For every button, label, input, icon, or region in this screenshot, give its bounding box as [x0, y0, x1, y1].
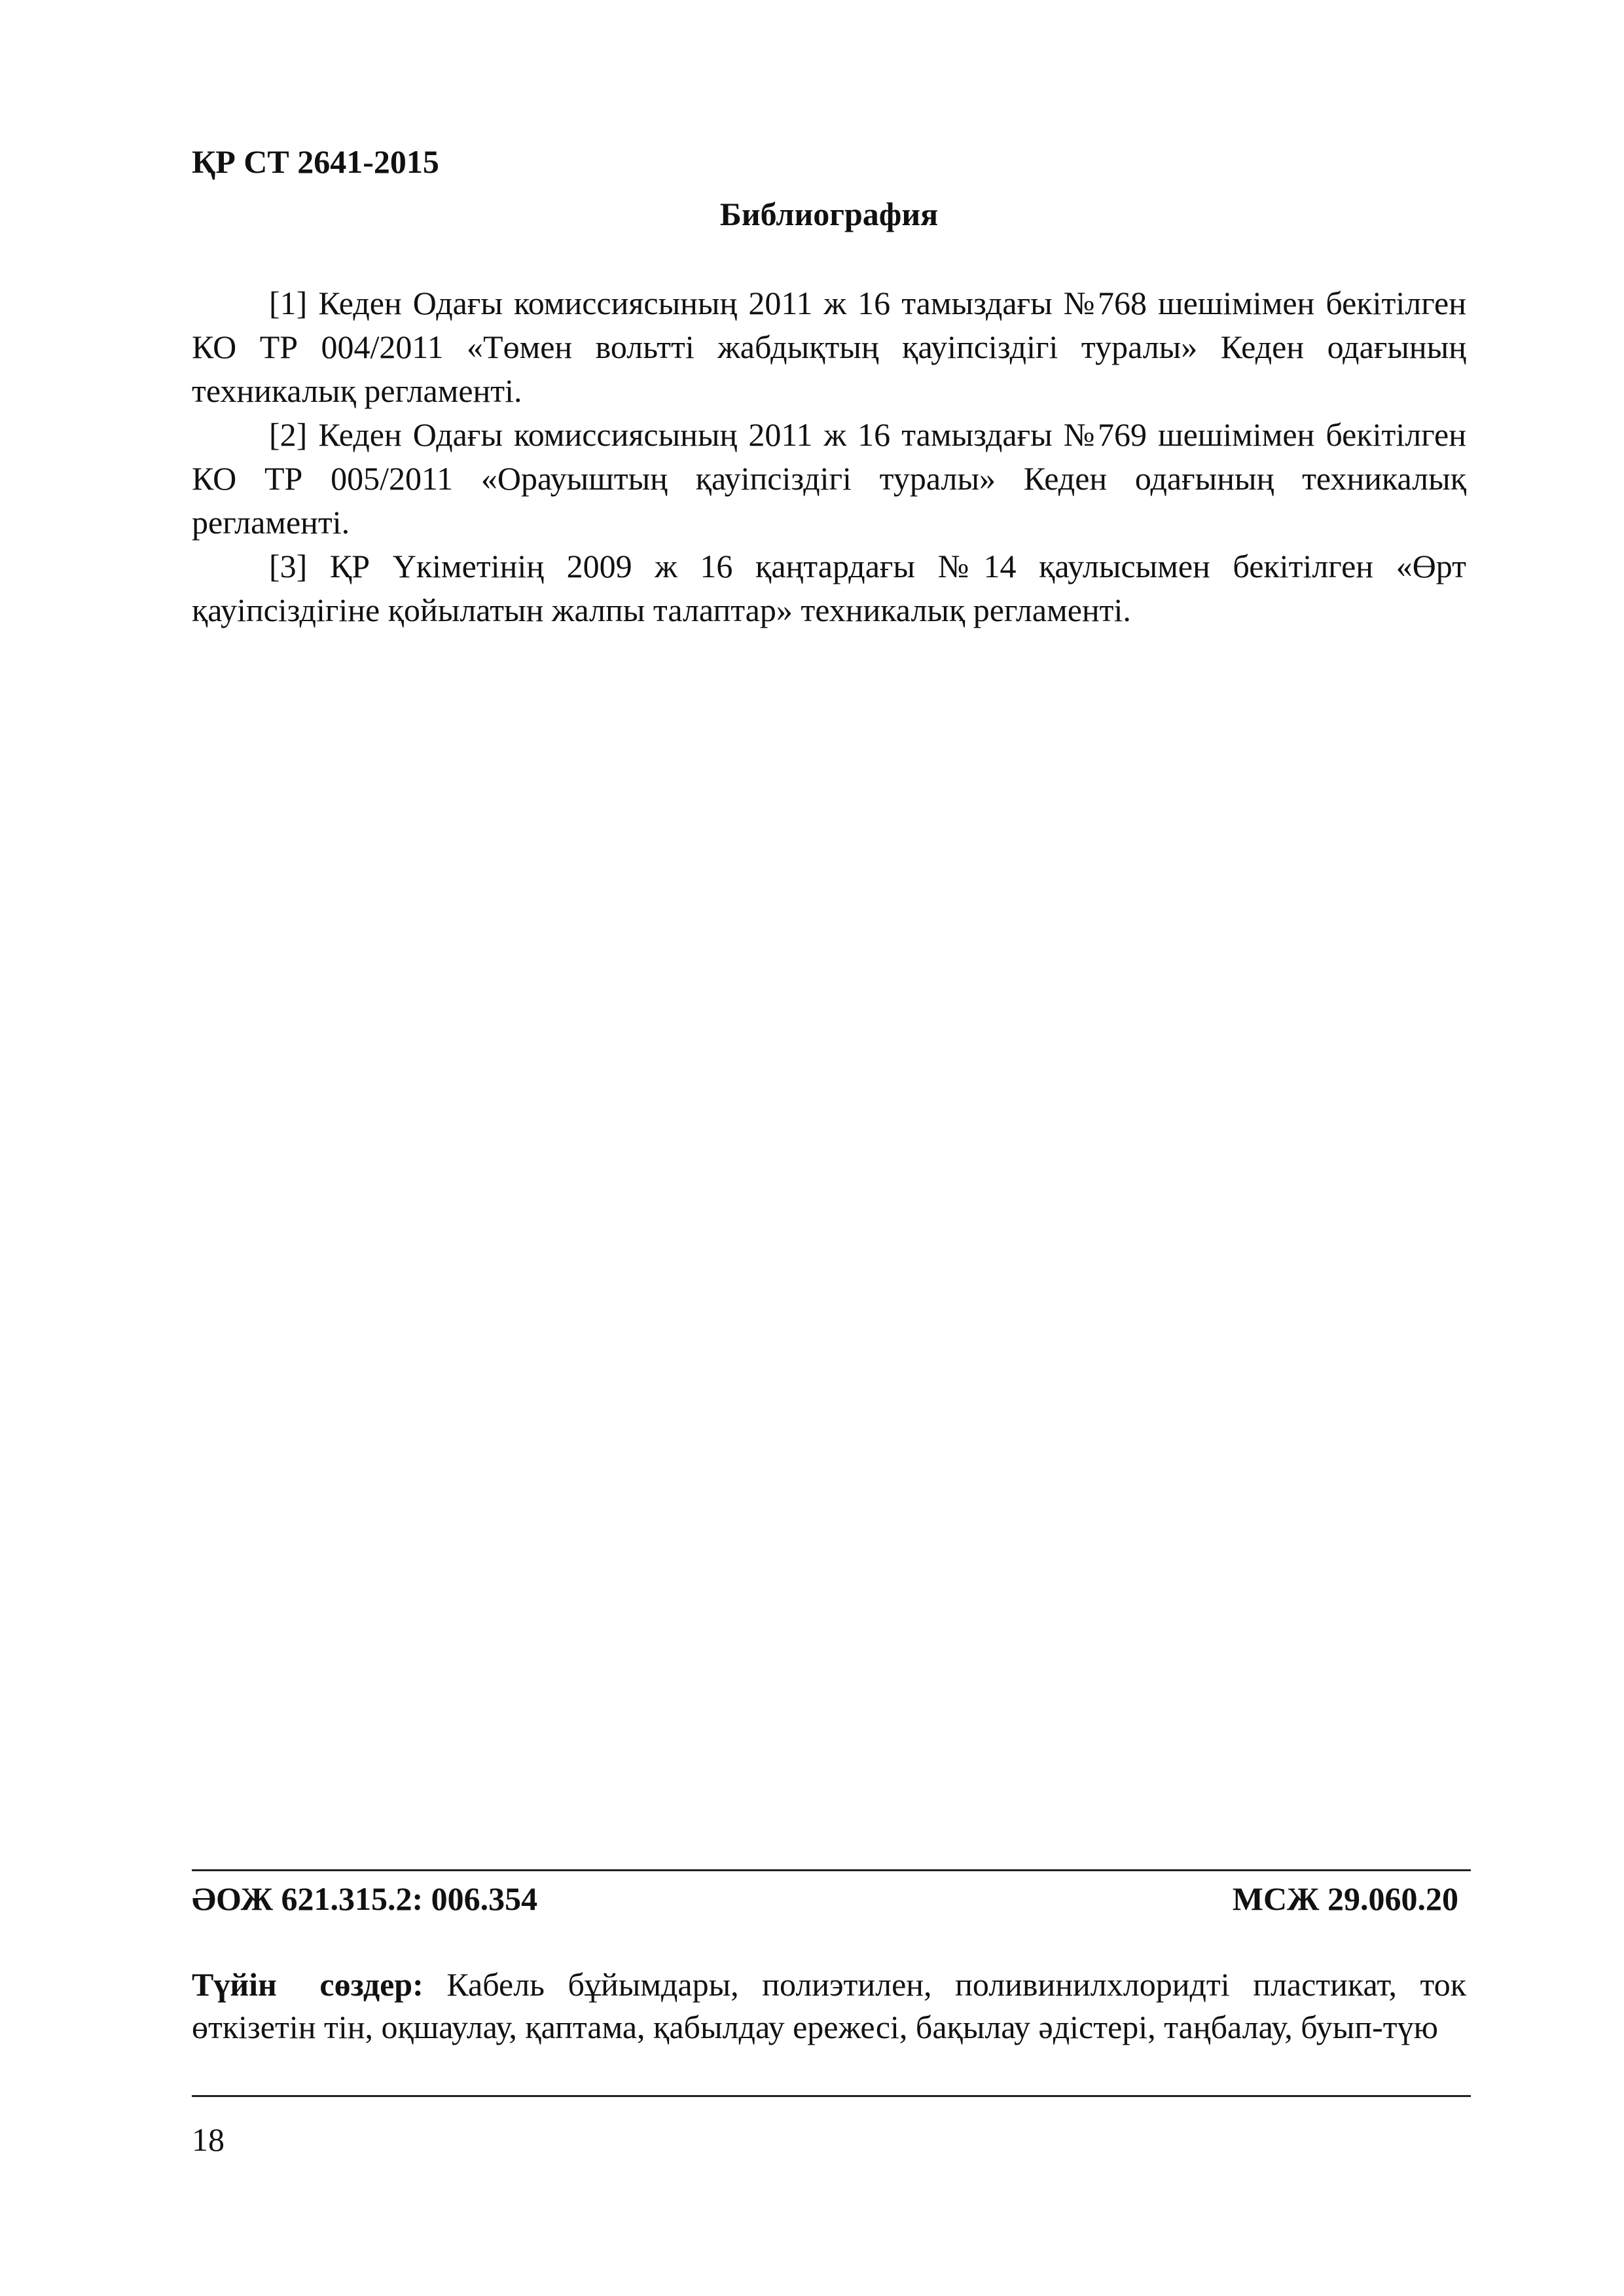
page-number: 18: [192, 2121, 225, 2158]
keywords-label: Түйін сөздер:: [192, 1966, 424, 2003]
bibliography-title: Библиография: [719, 196, 939, 232]
bibliography-list: [192, 281, 1466, 632]
keywords-text: Кабель бұйымдары, полиэтилен, поливинилхлоридті пластикат, ток өткізетін тін, оқшаулау, қаптама, қабылдау ережесі, бақылау әдістері, таңбалау, буып-түю: [192, 1966, 1466, 2045]
top-divider: [192, 1869, 1471, 1871]
ics-code: МСЖ 29.060.20: [1232, 1880, 1458, 1917]
classification-row: [192, 1876, 1458, 1922]
udc-code: ӘОЖ 621.315.2: 006.354: [192, 1880, 538, 1917]
bibliography-item-3: [3] ҚР Үкіметінің 2009 ж 16 қаңтардағы №14 қаулысымен бекітілген «Өрт қауіпсіздігіне қойылатын жалпы талаптар» техникалық регламенті.: [192, 548, 1466, 628]
bibliography-item-2: [2] Кеден Одағы комиссиясының 2011 ж 16 тамыздағы №769 шешімімен бекітілген КО ТР 005/2011 «Орауыштың қауіпсіздігі туралы» Кеден одағының техникалық регламенті.: [192, 416, 1466, 541]
keywords-block: [192, 1964, 1466, 2049]
document-code: ҚР СТ 2641-2015: [192, 143, 439, 180]
bottom-divider: [192, 2095, 1471, 2097]
bibliography-item-1: [1] Кеден Одағы комиссиясының 2011 ж 16 тамыздағы №768 шешімімен бекітілген КО ТР 004/2011 «Төмен вольтті жабдықтың қауіпсіздігі туралы» Кеден одағының техникалық регламенті.: [192, 285, 1466, 409]
